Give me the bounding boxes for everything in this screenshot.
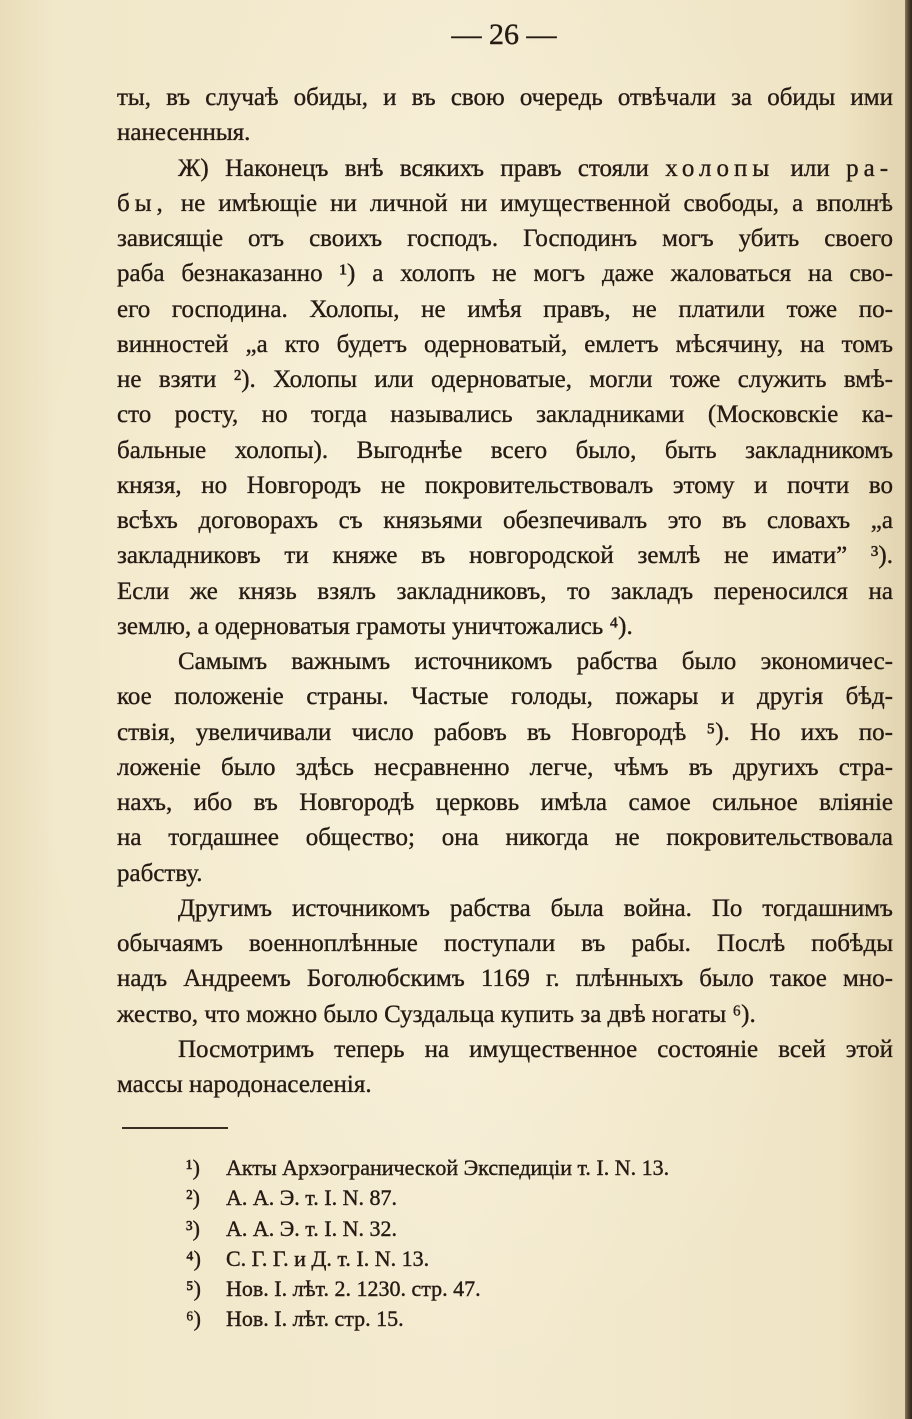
text-line: раба безнаказанно ¹) а холопъ не могъ даже жаловаться на сво- <box>117 260 893 288</box>
footnote-marker: ²) <box>186 1185 200 1211</box>
text-line: винностей „а кто будетъ одерноватый, емлетъ мѣсячину, на томъ <box>117 330 893 358</box>
text-line: ты, въ случаѣ обиды, и въ свою очередь отвѣчали за обиды ими <box>117 84 893 111</box>
footnote-marker: ³) <box>186 1215 200 1241</box>
text-line: Самымъ важнымъ источникомъ рабства было экономичес- <box>178 648 893 675</box>
text-line: рабству. <box>117 859 203 887</box>
text-line: обычаямъ военноплѣнные поступали въ рабы. Послѣ побѣды <box>117 930 893 957</box>
text-line <box>117 151 893 186</box>
body-text <box>117 80 893 1102</box>
text-run: или <box>774 154 847 182</box>
text-line: Если же князь взялъ закладниковъ, то закладъ переносился на <box>117 577 893 605</box>
text-line: нанесенныя. <box>117 119 251 147</box>
text-line: Другимъ источникомъ рабства была война. По тогдашнимъ <box>178 894 893 922</box>
footnote <box>186 1274 826 1304</box>
text-line: Посмотримъ теперь на имущественное состояніе всей этой <box>178 1035 893 1063</box>
paragraph <box>117 80 893 151</box>
footnote <box>186 1153 826 1183</box>
text-line: не взяти ²). Холопы или одерноватые, могли тоже служить вмѣ- <box>117 366 893 393</box>
footnote-separator <box>122 1127 228 1129</box>
footnote-marker: ⁴) <box>186 1245 201 1271</box>
footnote-text: А. А. Э. т. I. N. 32. <box>226 1215 397 1241</box>
text-line: бальные холопы). Выгоднѣе всего было, быть закладникомъ <box>117 436 893 464</box>
paragraph <box>117 1032 893 1103</box>
paragraph <box>117 891 893 1032</box>
text-line: жество, что можно было Суздальца купить за двѣ ногаты ⁶). <box>117 1000 756 1028</box>
text-line: на тогдашнее общество; она никогда не покровительствовала <box>117 824 893 852</box>
scan-edge <box>905 0 912 1419</box>
spaced-emphasis: ра- <box>846 154 894 182</box>
text-line: ствія, увеличивали число рабовъ въ Новгородѣ ⁵). Но ихъ по- <box>117 718 893 746</box>
text-line: закладниковъ ти княже въ новгородской землѣ не имати” ³). <box>117 542 893 570</box>
footnote-text: Нов. I. лѣт. стр. 15. <box>226 1306 404 1332</box>
footnote-marker: ¹) <box>186 1155 200 1180</box>
paragraph <box>117 644 893 891</box>
footnote-marker: ⁶) <box>186 1306 201 1332</box>
footnote <box>186 1183 826 1213</box>
text-line: князя, но Новгородъ не покровительствовалъ этому и почти во <box>117 471 893 499</box>
page-number: — 26 — <box>451 18 557 51</box>
spaced-emphasis: холопы <box>665 154 775 182</box>
text-line: сто росту, но тогда назывались закладниками (Московскіе ка- <box>117 401 893 429</box>
text-run: Ж) Наконецъ внѣ всякихъ правъ стояли <box>178 154 666 182</box>
paragraph <box>117 151 893 645</box>
text-line <box>117 186 893 221</box>
text-line: зависящіе отъ своихъ господъ. Господинъ могъ убить своего <box>117 225 893 252</box>
footnote <box>186 1244 826 1274</box>
text-line: землю, а одерноватыя грамоты уничтожались ⁴). <box>117 612 633 640</box>
text-line: надъ Андреемъ Боголюбскимъ 1169 г. плѣнныхъ было такое мно- <box>117 965 893 993</box>
footnote-marker: ⁵) <box>186 1276 201 1302</box>
footnote <box>186 1214 826 1244</box>
footnote-text: Нов. I. лѣт. 2. 1230. стр. 47. <box>226 1276 481 1302</box>
text-line: массы народонаселенія. <box>117 1071 372 1098</box>
spaced-emphasis: бы, <box>117 189 168 217</box>
text-line: нахъ, ибо въ Новгородѣ церковь имѣла самое сильное вліяніе <box>117 789 893 816</box>
footnote <box>186 1304 826 1334</box>
text-run: не имѣющіе ни личной ни имущественной свободы, а вполнѣ <box>167 189 893 217</box>
text-line: всѣхъ договорахъ съ князьями обезпечивалъ это въ словахъ „а <box>117 507 893 534</box>
text-line: кое положеніе страны. Частые голоды, пожары и другія бѣд- <box>117 683 893 711</box>
text-line: его господина. Холопы, не имѣя правъ, не платили тоже по- <box>117 295 893 323</box>
footnotes <box>186 1153 826 1335</box>
footnote-text: Акты Архэограническoй Экспедиціи т. I. N. 13. <box>226 1155 670 1180</box>
footnote-text: А. А. Э. т. I. N. 87. <box>226 1185 397 1211</box>
text-line: ложеніе было здѣсь несравненно легче, чѣмъ въ другихъ стра- <box>117 753 893 781</box>
footnote-text: С. Г. Г. и Д. т. I. N. 13. <box>226 1245 430 1271</box>
